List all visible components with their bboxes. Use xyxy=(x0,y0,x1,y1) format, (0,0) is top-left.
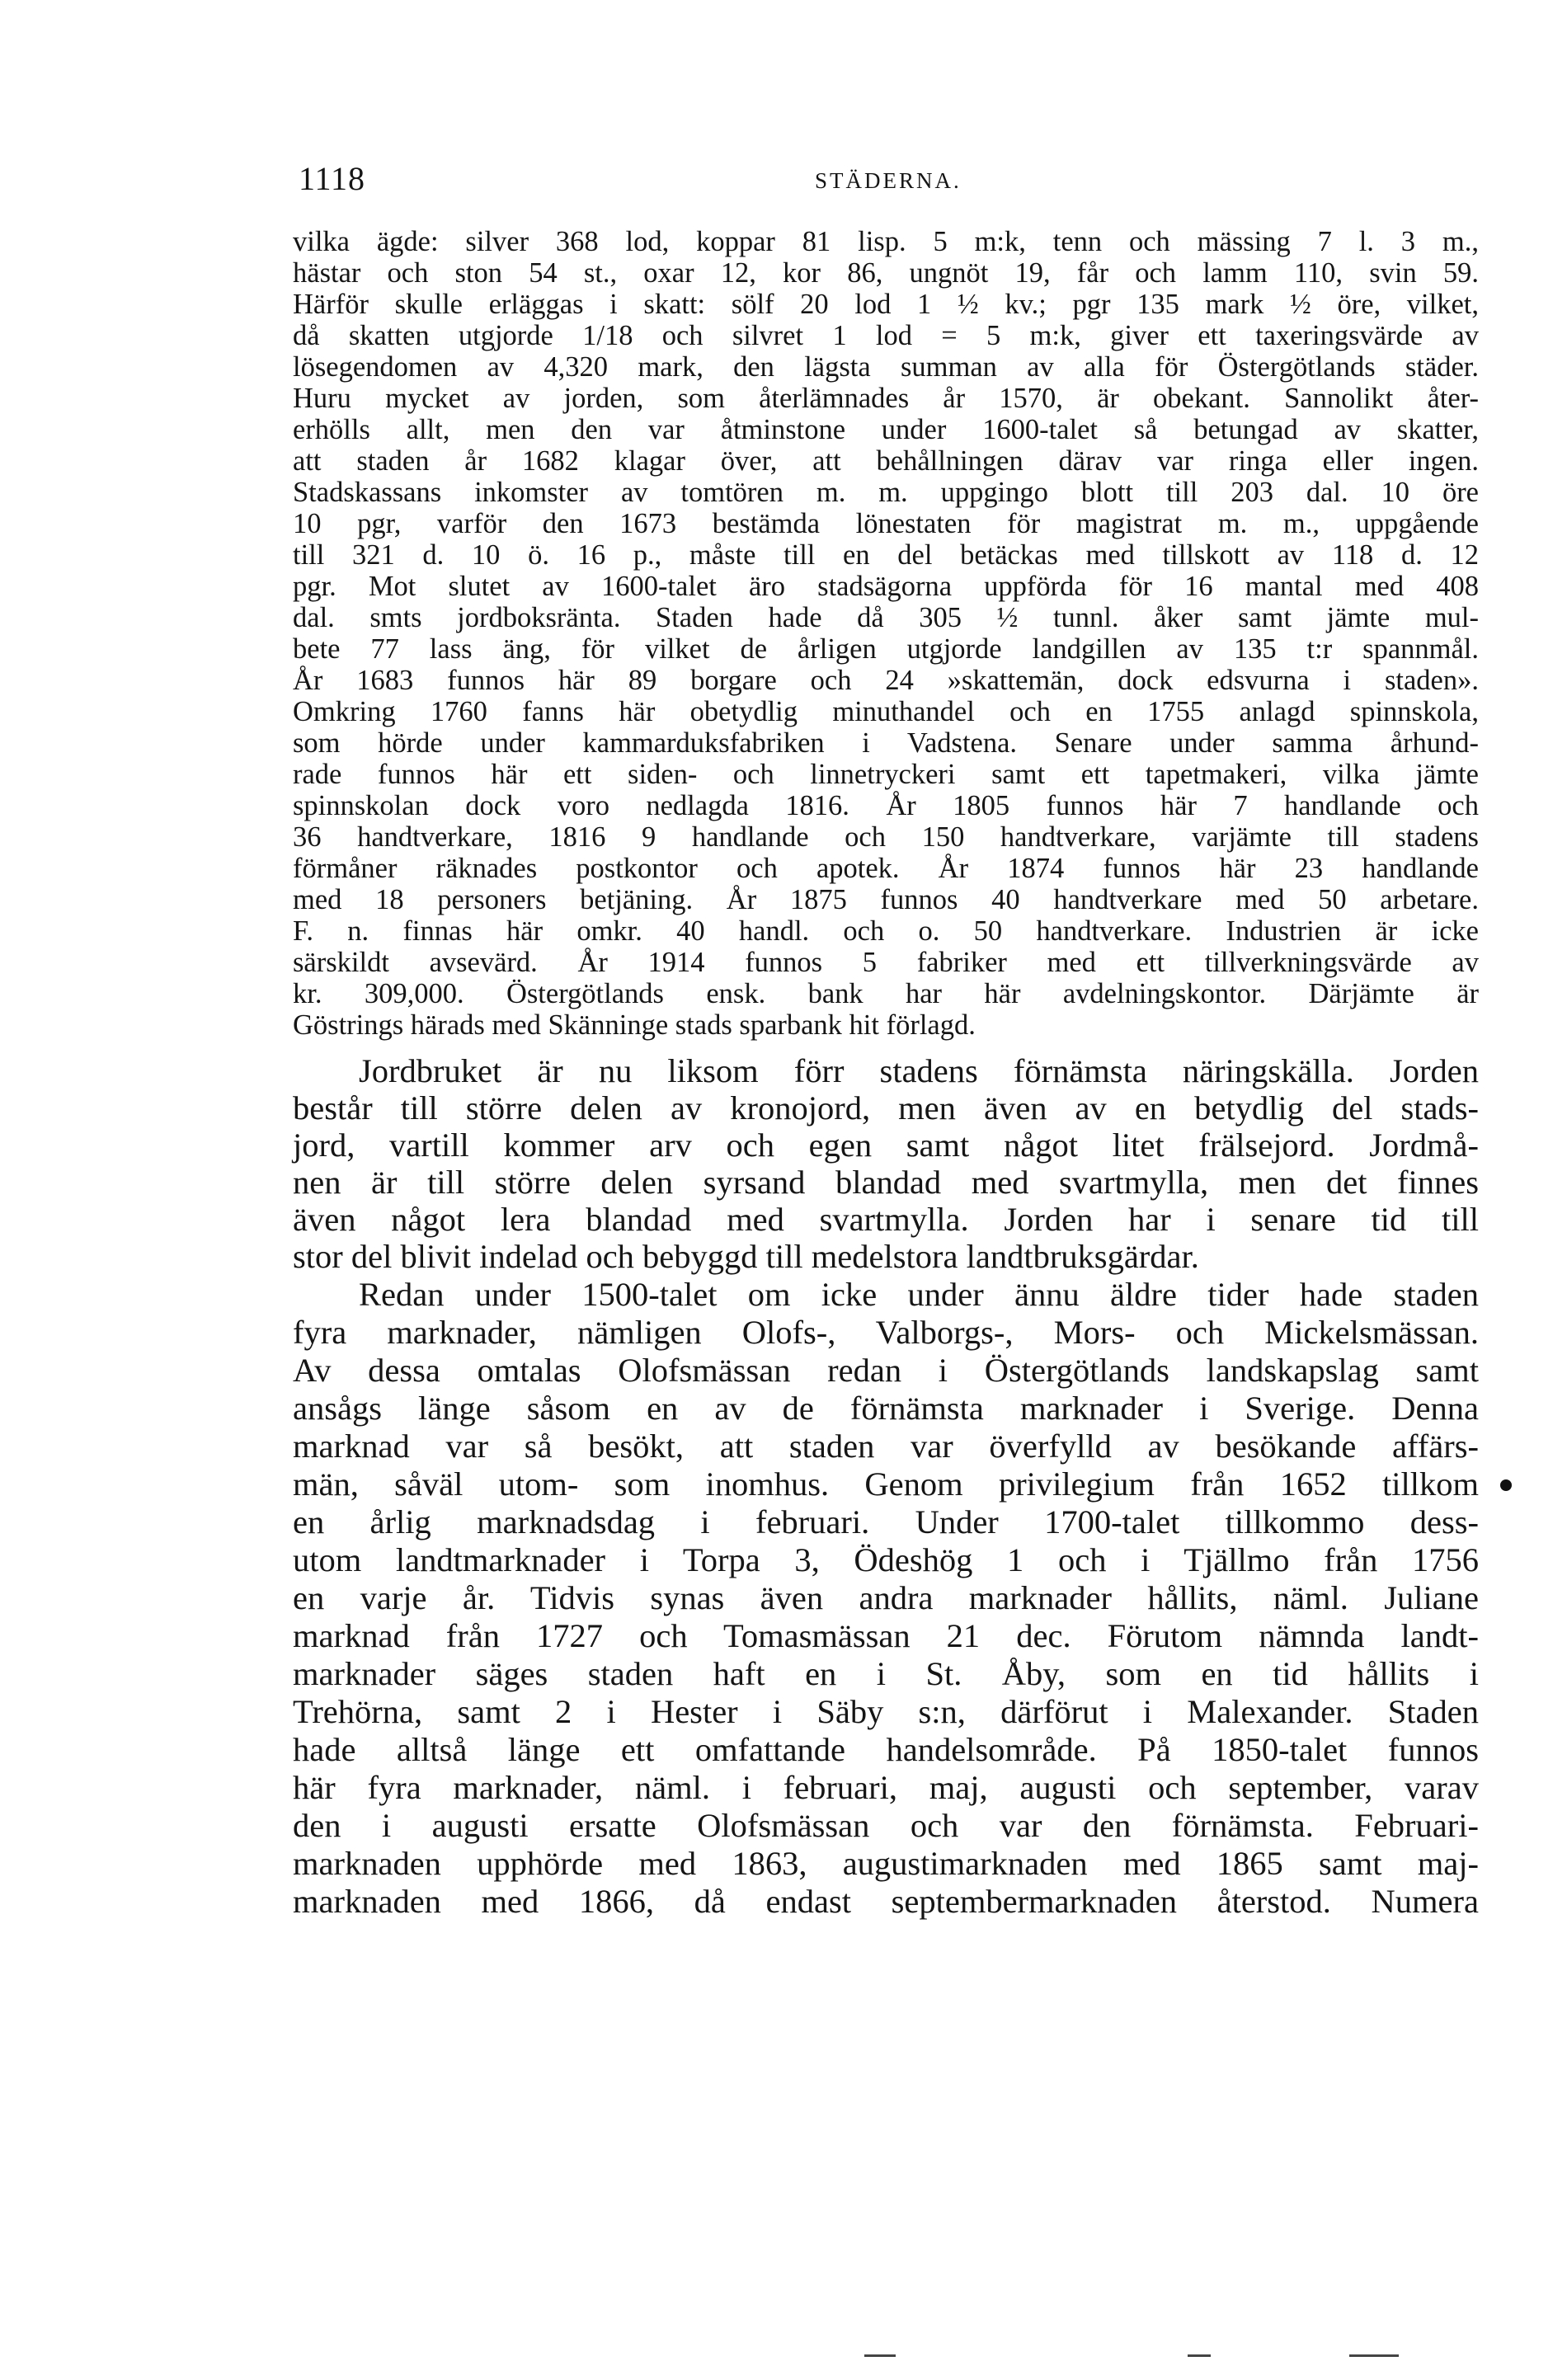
text-line: erhölls allt, men den var åtminstone under 1600-talet så betungad av skatter, xyxy=(293,414,1479,445)
text-line: bete 77 lass äng, för vilket de årligen utgjorde landgillen av 135 t:r spannmål. xyxy=(293,633,1479,665)
text-line: hästar och ston 54 st., oxar 12, kor 86, ungnöt 19, får och lamm 110, svin 59. xyxy=(293,257,1479,289)
text-line: spinnskolan dock voro nedlagda 1816. År 1805 funnos här 7 handlande och xyxy=(293,790,1479,821)
text-line: ansågs länge såsom en av de förnämsta marknader i Sverige. Denna xyxy=(293,1390,1479,1427)
text-line: med 18 personers betjäning. År 1875 funnos 40 handtverkare med 50 arbetare. xyxy=(293,884,1479,915)
text-line: består till större delen av kronojord, men även av en betydlig del stads- xyxy=(293,1089,1479,1127)
text-line: särskildt avsevärd. År 1914 funnos 5 fabriker med ett tillverkningsvärde av xyxy=(293,947,1479,978)
text-line: marknader säges staden haft en i St. Åby, som en tid hållits i xyxy=(293,1655,1479,1692)
text-line: fyra marknader, nämligen Olofs-, Valborgs-, Mors- och Mickelsmässan. xyxy=(293,1314,1479,1351)
text-line: som hörde under kammarduksfabriken i Vadstena. Senare under samma århund- xyxy=(293,727,1479,759)
text-line: då skatten utgjorde 1/18 och silvret 1 lod = 5 m:k, giver ett taxeringsvärde av xyxy=(293,320,1479,351)
text-line: F. n. finnas här omkr. 40 handl. och o. 50 handtverkare. Industrien är icke xyxy=(293,915,1479,947)
running-head: STÄDERNA. xyxy=(815,168,962,193)
text-line: den i augusti ersatte Olofsmässan och var den förnämsta. Februari- xyxy=(293,1807,1479,1844)
text-line: Trehörna, samt 2 i Hester i Säby s:n, därförut i Malexander. Staden xyxy=(293,1693,1479,1730)
text-line: Härför skulle erläggas i skatt: sölf 20 lod 1 ½ kv.; pgr 135 mark ½ öre, vilket, xyxy=(293,289,1479,320)
text-line: rade funnos här ett siden- och linnetryckeri samt ett tapetmakeri, vilka jämte xyxy=(293,759,1479,790)
footer-dash xyxy=(1188,2354,1211,2357)
page-number: 1118 xyxy=(299,160,366,197)
text-line: Stadskassans inkomster av tomtören m. m. uppgingo blott till 203 dal. 10 öre xyxy=(293,477,1479,508)
text-line: kr. 309,000. Östergötlands ensk. bank har här avdelningskontor. Därjämte är xyxy=(293,978,1479,1009)
text-line: marknaden upphörde med 1863, augustimarknaden med 1865 samt maj- xyxy=(293,1845,1479,1882)
margin-dot xyxy=(1500,1479,1512,1491)
text-line: nen är till större delen syrsand blandad med svartmylla, men det finnes xyxy=(293,1164,1479,1201)
text-line: hade alltså länge ett omfattande handelsområde. På 1850-talet funnos xyxy=(293,1731,1479,1768)
text-line: År 1683 funnos här 89 borgare och 24 »skattemän, dock edsvurna i staden». xyxy=(293,665,1479,696)
text-line: jord, vartill kommer arv och egen samt något litet frälsejord. Jordmå- xyxy=(293,1127,1479,1164)
text-line: en årlig marknadsdag i februari. Under 1700-talet tillkommo dess- xyxy=(293,1503,1479,1540)
text-line: Huru mycket av jorden, som återlämnades år 1570, är obekant. Sannolikt åter- xyxy=(293,383,1479,414)
footer-dash xyxy=(1349,2354,1399,2357)
text-line: lösegendomen av 4,320 mark, den lägsta summan av alla för Östergötlands städer. xyxy=(293,351,1479,383)
text-line: män, såväl utom- som inomhus. Genom privilegium från 1652 tillkom xyxy=(293,1465,1479,1503)
text-line: Omkring 1760 fanns här obetydlig minuthandel och en 1755 anlagd spinnskola, xyxy=(293,696,1479,727)
text-line: marknad från 1727 och Tomasmässan 21 dec. Förutom nämnda landt- xyxy=(293,1617,1479,1654)
text-line: 10 pgr, varför den 1673 bestämda lönestaten för magistrat m. m., uppgående xyxy=(293,508,1479,539)
text-line: marknad var så besökt, att staden var överfylld av besökande affärs- xyxy=(293,1428,1479,1465)
text-line: stor del blivit indelad och bebyggd till medelstora landtbruksgärdar. xyxy=(293,1238,1199,1275)
text-line: en varje år. Tidvis synas även andra marknader hållits, näml. Juliane xyxy=(293,1579,1479,1616)
text-line: marknaden med 1866, då endast septembermarknaden återstod. Numera xyxy=(293,1883,1479,1920)
text-line: till 321 d. 10 ö. 16 p., måste till en del betäckas med tillskott av 118 d. 12 xyxy=(293,539,1479,571)
text-line: utom landtmarknader i Torpa 3, Ödeshög 1 och i Tjällmo från 1756 xyxy=(293,1541,1479,1578)
text-line: förmåner räknades postkontor och apotek. År 1874 funnos här 23 handlande xyxy=(293,853,1479,884)
text-line: vilka ägde: silver 368 lod, koppar 81 lisp. 5 m:k, tenn och mässing 7 l. 3 m., xyxy=(293,226,1479,257)
footer-dash xyxy=(864,2354,896,2357)
text-line: Redan under 1500-talet om icke under ännu äldre tider hade staden xyxy=(359,1276,1479,1313)
text-line: Jordbruket är nu liksom förr stadens förnämsta näringskälla. Jorden xyxy=(359,1052,1479,1089)
text-line: att staden år 1682 klagar över, att behållningen därav var ringa eller ingen. xyxy=(293,445,1479,477)
text-line: här fyra marknader, näml. i februari, maj, augusti och september, varav xyxy=(293,1769,1479,1806)
text-line: även något lera blandad med svartmylla. Jorden har i senare tid till xyxy=(293,1201,1479,1238)
text-line: dal. smts jordboksränta. Staden hade då 305 ½ tunnl. åker samt jämte mul- xyxy=(293,602,1479,633)
text-line: Av dessa omtalas Olofsmässan redan i Östergötlands landskapslag samt xyxy=(293,1352,1479,1389)
text-line: Göstrings härads med Skänninge stads sparbank hit förlagd. xyxy=(293,1009,976,1041)
text-line: pgr. Mot slutet av 1600-talet äro stadsägorna uppförda för 16 mantal med 408 xyxy=(293,571,1479,602)
text-line: 36 handtverkare, 1816 9 handlande och 150 handtverkare, varjämte till stadens xyxy=(293,821,1479,853)
